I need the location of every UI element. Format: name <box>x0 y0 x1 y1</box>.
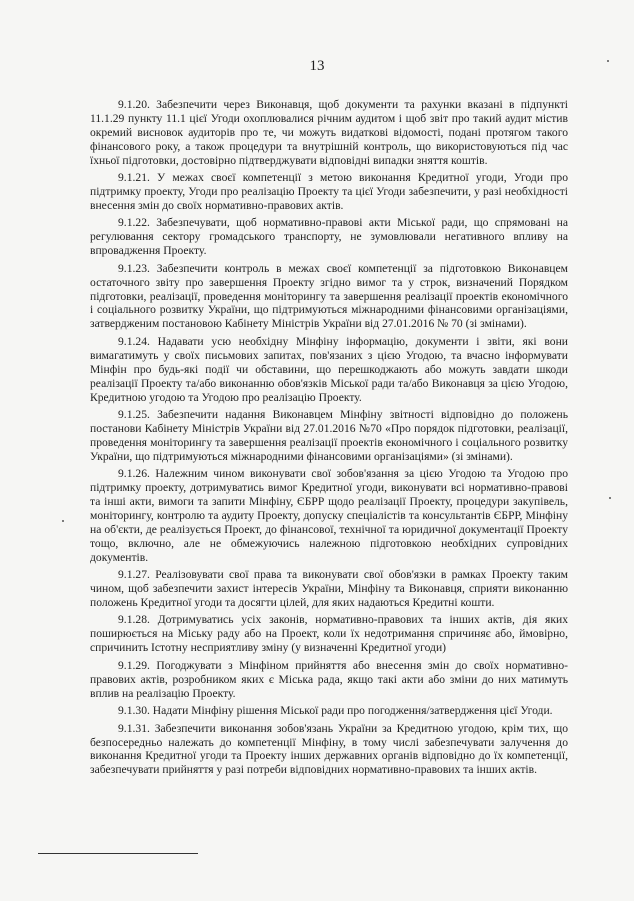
clause-9-1-25: 9.1.25. Забезпечити надання Виконавцем Мінфіну звітності відповідно до положень постанови Кабінету Міністрів України від 27.01.2016 №70 «Про порядок підготовки, реалізації, проведення моніторингу та завершення реалізації проектів економічного і соціального розвитку України, що підтримуються міжнародними фінансовими організаціями» (зі змінами). <box>90 408 568 463</box>
clause-9-1-23: 9.1.23. Забезпечити контроль в межах своєї компетенції за підготовкою Виконавцем остаточного звіту про завершення Проекту згідно вимог та у строк, визначений Порядком підготовки, реалізації, проведення моніторингу та завершення реалізації проектів економічного і соціального розвитку України, що підтримуються міжнародними фінансовими організаціями, затвердженим постановою Кабінету Міністрів України від 27.01.2016 № 70 (зі змінами). <box>90 261 568 331</box>
clause-9-1-30: 9.1.30. Надати Мінфіну рішення Міської ради про погодження/затвердження цієї Угоди. <box>118 704 553 718</box>
document-body <box>90 98 568 781</box>
clause-9-1-20: 9.1.20. Забезпечити через Виконавця, щоб документи та рахунки вказані в підпункті 11.1.29 пункту 11.1 цієї Угоди охоплювалися річним аудитом і щоб звіт про такий аудит містив окремий висновок аудиторів про те, чи можуть видаткові відомості, подані протягом такого фінансового року, а також процедури та внутрішній контроль, що використовуються під час їхньої підготовки, достовірно підтверджувати відповідні випадки зняття коштів. <box>90 98 568 167</box>
scan-speck <box>607 60 609 62</box>
clause-9-1-22: 9.1.22. Забезпечувати, щоб нормативно-правові акти Міської ради, що спрямовані на регулювання сектору громадського транспорту, не зумовлювали негативного впливу на впровадження Проекту. <box>90 216 568 258</box>
page-number: 13 <box>309 58 325 74</box>
footnote-separator <box>38 853 198 854</box>
clause-9-1-26: 9.1.26. Належним чином виконувати свої зобов'язання за цією Угодою та Угодою про підтримку проекту, дотримуватись вимог Кредитної угоди, виконувати всі нормативно-правові та інші акти, вимоги та запити Мінфіну, ЄБРР щодо реалізації Проекту, процедури закупівель, моніторингу, контролю та аудиту Проекту, допуску спеціалістів та консультантів ЄБРР, Мінфіну на об'єкти, де реалізується Проект, до фінансової, технічної та юридичної документації Проекту тощо, включно, але не обмежуючись належною підготовкою необхідних супровідних документів. <box>90 467 568 564</box>
clause-9-1-31: 9.1.31. Забезпечити виконання зобов'язань України за Кредитною угодою, крім тих, що безпосередньо належать до компетенції Мінфіну, в тому числі забезпечувати залучення до виконання Кредитної угоди та Проекту інших державних органів відповідно до їх компетенції, забезпечувати прийняття у разі потреби відповідних нормативно-правових та інших актів. <box>90 721 568 777</box>
clause-9-1-29: 9.1.29. Погоджувати з Мінфіном прийняття або внесення змін до своїх нормативно-правових актів, розробником яких є Міська рада, якщо такі акти або зміни до них матимуть вплив на реалізацію Проекту. <box>90 658 568 700</box>
scan-speck <box>609 497 611 499</box>
clause-9-1-27: 9.1.27. Реалізовувати свої права та виконувати свої обов'язки в рамках Проекту таким чином, щоб забезпечити захист інтересів України, Мінфіну та Виконавця, сприяти виконанню положень Кредитної угоди та досягти цілей, для яких надаються Кредитні кошти. <box>90 568 568 609</box>
clause-9-1-21: 9.1.21. У межах своєї компетенції з метою виконання Кредитної угоди, Угоди про підтримку проекту, Угоди про реалізацію Проекту та цієї Угоди забезпечити, у разі необхідності внесення змін до своїх нормативно-правових актів. <box>90 171 568 212</box>
clause-9-1-24: 9.1.24. Надавати усю необхідну Мінфіну інформацію, документи і звіти, які вони вимагатимуть у своїх письмових запитах, пов'язаних з цією Угодою, та вчасно інформувати Мінфін про будь-які події чи обставини, що перешкоджають або можуть завдати шкоди реалізації Проекту та/або виконанню обов'язків Міської ради та/або Виконавця за цією Угодою, Кредитною угодою та Угодою про реалізацію Проекту. <box>90 334 568 404</box>
clause-9-1-28: 9.1.28. Дотримуватись усіх законів, нормативно-правових та інших актів, дія яких поширюється на Міську раду або на Проект, коли їх недотримання спричиняє або, ймовірно, спричинить Істотну несприятливу зміну (у визначенні Кредитної угоди) <box>90 613 568 655</box>
scan-speck <box>62 520 64 522</box>
